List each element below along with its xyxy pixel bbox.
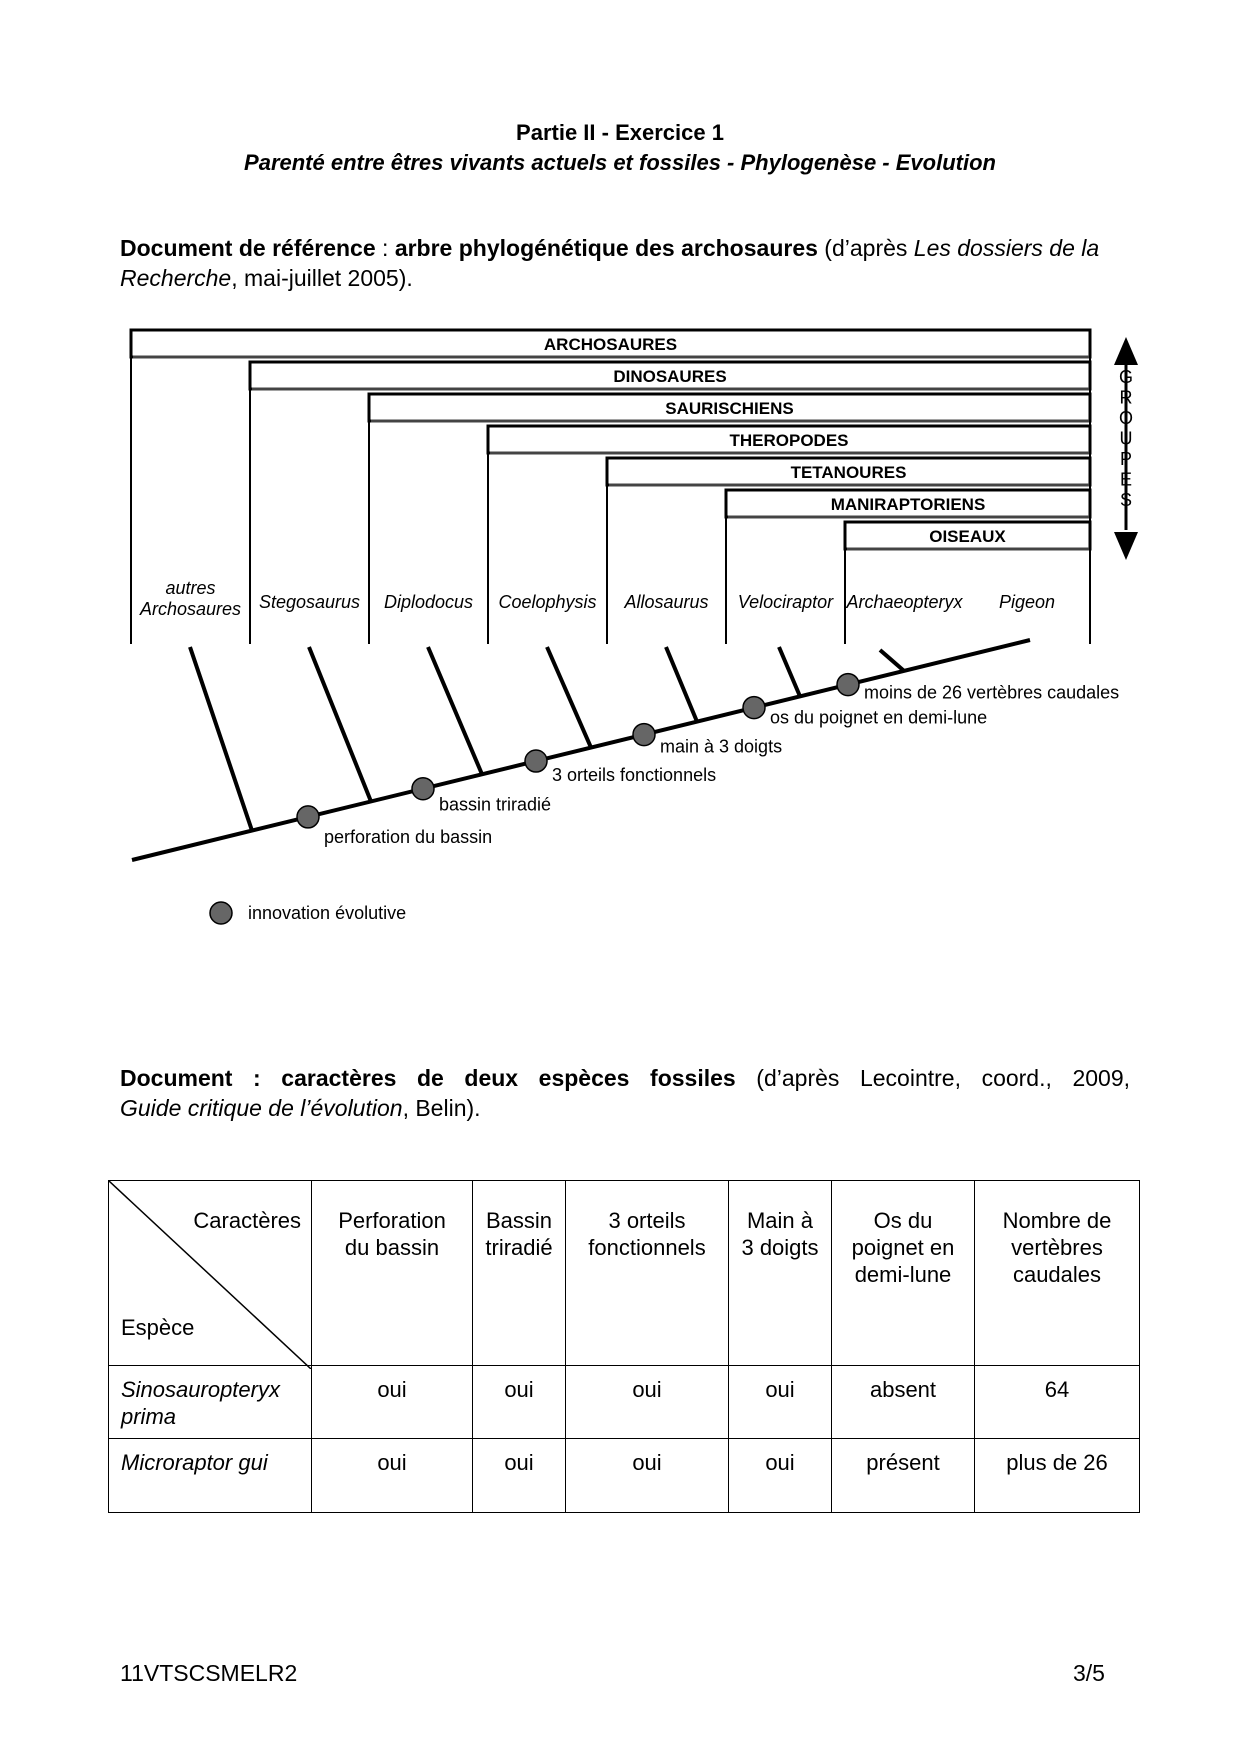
innovation-label: perforation du bassin (324, 826, 493, 847)
page-number: 3/5 (1073, 1660, 1105, 1686)
innovation-node (412, 778, 434, 800)
reference-source-journal: Les dossiers de la Recherche (120, 235, 1100, 291)
taxon-label: autres Archosaures (139, 578, 242, 619)
tree-branch (309, 647, 371, 801)
reference-source-prefix: (d’après (817, 235, 914, 261)
innovation-node (837, 674, 859, 696)
fossil-doc-source-prefix: (d’après Lecointre, coord., 2009, (756, 1065, 1131, 1091)
innovation-label: moins de 26 vertèbres caudales (864, 682, 1120, 703)
characters-table (108, 1180, 1140, 1513)
column-header: Main à 3 doigts (729, 1181, 832, 1366)
value-cell: oui (729, 1439, 832, 1513)
fossil-document-caption (120, 1063, 1130, 1123)
column-header: Nombre de vertèbres caudales (975, 1181, 1140, 1366)
value-cell: oui (473, 1366, 566, 1439)
document-code: 11VTSCSMELR2 (120, 1660, 298, 1686)
taxon-label: Velociraptor (737, 592, 834, 612)
group-label: MANIRAPTORIENS (830, 495, 986, 514)
innovation-node (633, 724, 655, 746)
group-label: DINOSAURES (613, 367, 727, 386)
tree-branch (880, 650, 904, 671)
groups-arrow (1114, 337, 1138, 560)
column-header: Bassin triradié (473, 1181, 566, 1366)
value-cell: oui (473, 1439, 566, 1513)
reference-title: arbre phylogénétique des archosaures (394, 235, 818, 261)
group-label: OISEAUX (929, 527, 1006, 546)
group-label: THEROPODES (729, 431, 849, 450)
tree-legend (210, 902, 406, 924)
value-cell: oui (566, 1439, 729, 1513)
reference-separator: : (375, 235, 395, 261)
tree-branch (547, 647, 591, 748)
species-cell: Sinosauropteryx prima (109, 1366, 312, 1439)
taxon-label: Pigeon (998, 592, 1056, 612)
taxon-label: Diplodocus (383, 592, 474, 612)
species-cell: Microraptor gui (109, 1439, 312, 1513)
innovation-node-icon (210, 902, 232, 924)
group-label: ARCHOSAURES (543, 335, 678, 354)
taxon-label: Coelophysis (498, 592, 597, 612)
innovation-label: os du poignet en demi-lune (770, 707, 988, 728)
fossil-doc-title: caractères de deux espèces fossiles (281, 1065, 736, 1091)
value-cell: oui (566, 1366, 729, 1439)
exercise-title: Partie II - Exercice 1 (516, 120, 724, 145)
value-cell: oui (312, 1366, 473, 1439)
tree-branch (190, 647, 252, 831)
corner-label-characters: Caractères (193, 1208, 301, 1233)
tree-branch (666, 647, 697, 722)
column-header: Os du poignet en demi-lune (832, 1181, 975, 1366)
column-header: 3 orteils fonctionnels (566, 1181, 729, 1366)
tree-trunk (132, 640, 1030, 860)
innovation-label: main à 3 doigts (660, 736, 783, 757)
value-cell: présent (832, 1439, 975, 1513)
table-header-row (109, 1181, 1140, 1366)
taxon-label: Allosaurus (624, 592, 709, 612)
fossil-doc-source-suffix: , Belin). (402, 1095, 481, 1121)
reference-label: Document de référence (120, 235, 376, 261)
innovation-label: 3 orteils fonctionnels (552, 765, 717, 786)
value-cell: 64 (975, 1366, 1140, 1439)
table-row (109, 1366, 1140, 1439)
tree-branch (779, 647, 800, 696)
innovation-node (297, 806, 319, 828)
value-cell: absent (832, 1366, 975, 1439)
group-label: TETANOURES (790, 463, 907, 482)
reference-source-suffix: , mai-juillet 2005). (231, 265, 413, 291)
value-cell: oui (312, 1439, 473, 1513)
innovation-label: bassin triradié (439, 794, 552, 815)
taxon-label: Archaeopteryx (846, 592, 963, 612)
value-cell: oui (729, 1366, 832, 1439)
group-label: SAURISCHIENS (665, 399, 794, 418)
legend-label: innovation évolutive (248, 903, 407, 923)
taxon-label: Stegosaurus (258, 592, 361, 612)
value-cell: plus de 26 (975, 1439, 1140, 1513)
tree-branch (428, 647, 482, 774)
corner-label-species: Espèce (121, 1315, 195, 1340)
innovation-node (743, 697, 765, 719)
exercise-subtitle: Parenté entre êtres vivants actuels et fossiles - Phylogenèse - Evolution (244, 150, 996, 175)
fossil-doc-label: Document : (120, 1065, 261, 1091)
column-header: Perforation du bassin (312, 1181, 473, 1366)
table-row (109, 1439, 1140, 1513)
table-corner-cell (109, 1181, 312, 1366)
groups-side-label: G R O U P E S (1118, 367, 1134, 510)
fossil-doc-source-book: Guide critique de l’évolution (120, 1095, 403, 1121)
innovation-node (525, 750, 547, 772)
